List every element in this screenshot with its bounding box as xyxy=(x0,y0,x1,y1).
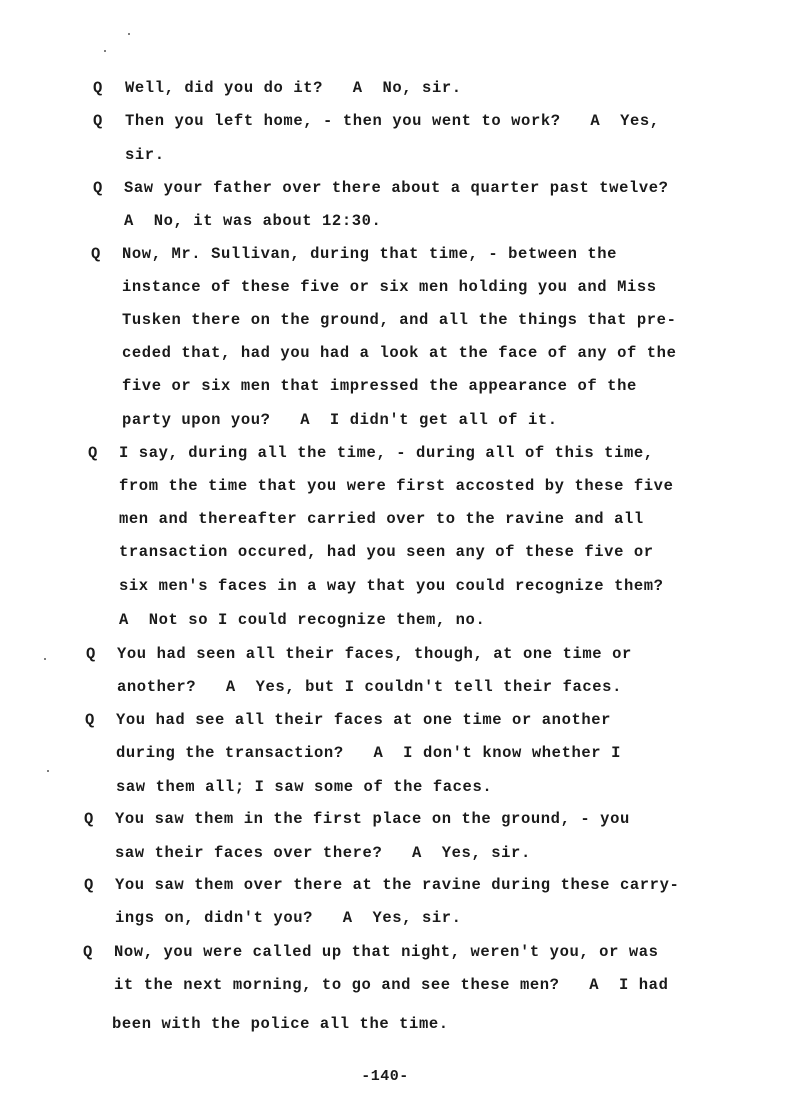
transcript-line: during the transaction? A I don't know whether I xyxy=(116,744,621,762)
question-marker: Q xyxy=(84,876,94,894)
transcript-line: A Not so I could recognize them, no. xyxy=(119,611,486,629)
transcript-line: A No, it was about 12:30. xyxy=(124,212,382,230)
scan-speck xyxy=(128,33,130,35)
transcript-line: ings on, didn't you? A Yes, sir. xyxy=(115,909,462,927)
transcript-line: from the time that you were first accosted by these five xyxy=(119,477,674,495)
question-marker: Q xyxy=(93,79,103,97)
transcript-line: ceded that, had you had a look at the face of any of the xyxy=(122,344,677,362)
transcript-line: I say, during all the time, - during all of this time, xyxy=(119,444,654,462)
transcript-line: Well, did you do it? A No, sir. xyxy=(125,79,462,97)
transcript-line: You saw them over there at the ravine during these carry- xyxy=(115,876,680,894)
question-marker: Q xyxy=(93,112,103,130)
transcript-line: been with the police all the time. xyxy=(112,1015,449,1033)
question-marker: Q xyxy=(91,245,101,263)
transcript-line: Now, Mr. Sullivan, during that time, - between the xyxy=(122,245,618,263)
transcript-line: transaction occured, had you seen any of these five or xyxy=(119,543,654,561)
transcript-line: Then you left home, - then you went to work? A Yes, xyxy=(125,112,660,130)
transcript-line: instance of these five or six men holding you and Miss xyxy=(122,278,657,296)
question-marker: Q xyxy=(85,711,95,729)
transcript-line: You had seen all their faces, though, at one time or xyxy=(117,645,632,663)
transcript-line: Tusken there on the ground, and all the things that pre- xyxy=(122,311,677,329)
question-marker: Q xyxy=(86,645,96,663)
scan-speck xyxy=(47,770,49,772)
question-marker: Q xyxy=(84,810,94,828)
question-marker: Q xyxy=(88,444,98,462)
transcript-line: men and thereafter carried over to the ravine and all xyxy=(119,510,644,528)
scan-speck xyxy=(104,50,106,52)
transcript-line: saw their faces over there? A Yes, sir. xyxy=(115,844,531,862)
transcript-line: saw them all; I saw some of the faces. xyxy=(116,778,493,796)
page-number: -140- xyxy=(361,1068,409,1085)
question-marker: Q xyxy=(93,179,103,197)
transcript-line: Saw your father over there about a quarter past twelve? xyxy=(124,179,669,197)
transcript-line: Now, you were called up that night, weren't you, or was xyxy=(114,943,659,961)
transcript-line: another? A Yes, but I couldn't tell their faces. xyxy=(117,678,622,696)
scan-speck xyxy=(44,658,46,660)
transcript-line: it the next morning, to go and see these men? A I had xyxy=(114,976,669,994)
transcript-line: party upon you? A I didn't get all of it. xyxy=(122,411,558,429)
transcript-line: You saw them in the first place on the ground, - you xyxy=(115,810,630,828)
transcript-line: five or six men that impressed the appearance of the xyxy=(122,377,637,395)
transcript-line: You had see all their faces at one time or another xyxy=(116,711,612,729)
question-marker: Q xyxy=(83,943,93,961)
transcript-line: six men's faces in a way that you could recognize them? xyxy=(119,577,664,595)
transcript-line: sir. xyxy=(125,146,165,164)
